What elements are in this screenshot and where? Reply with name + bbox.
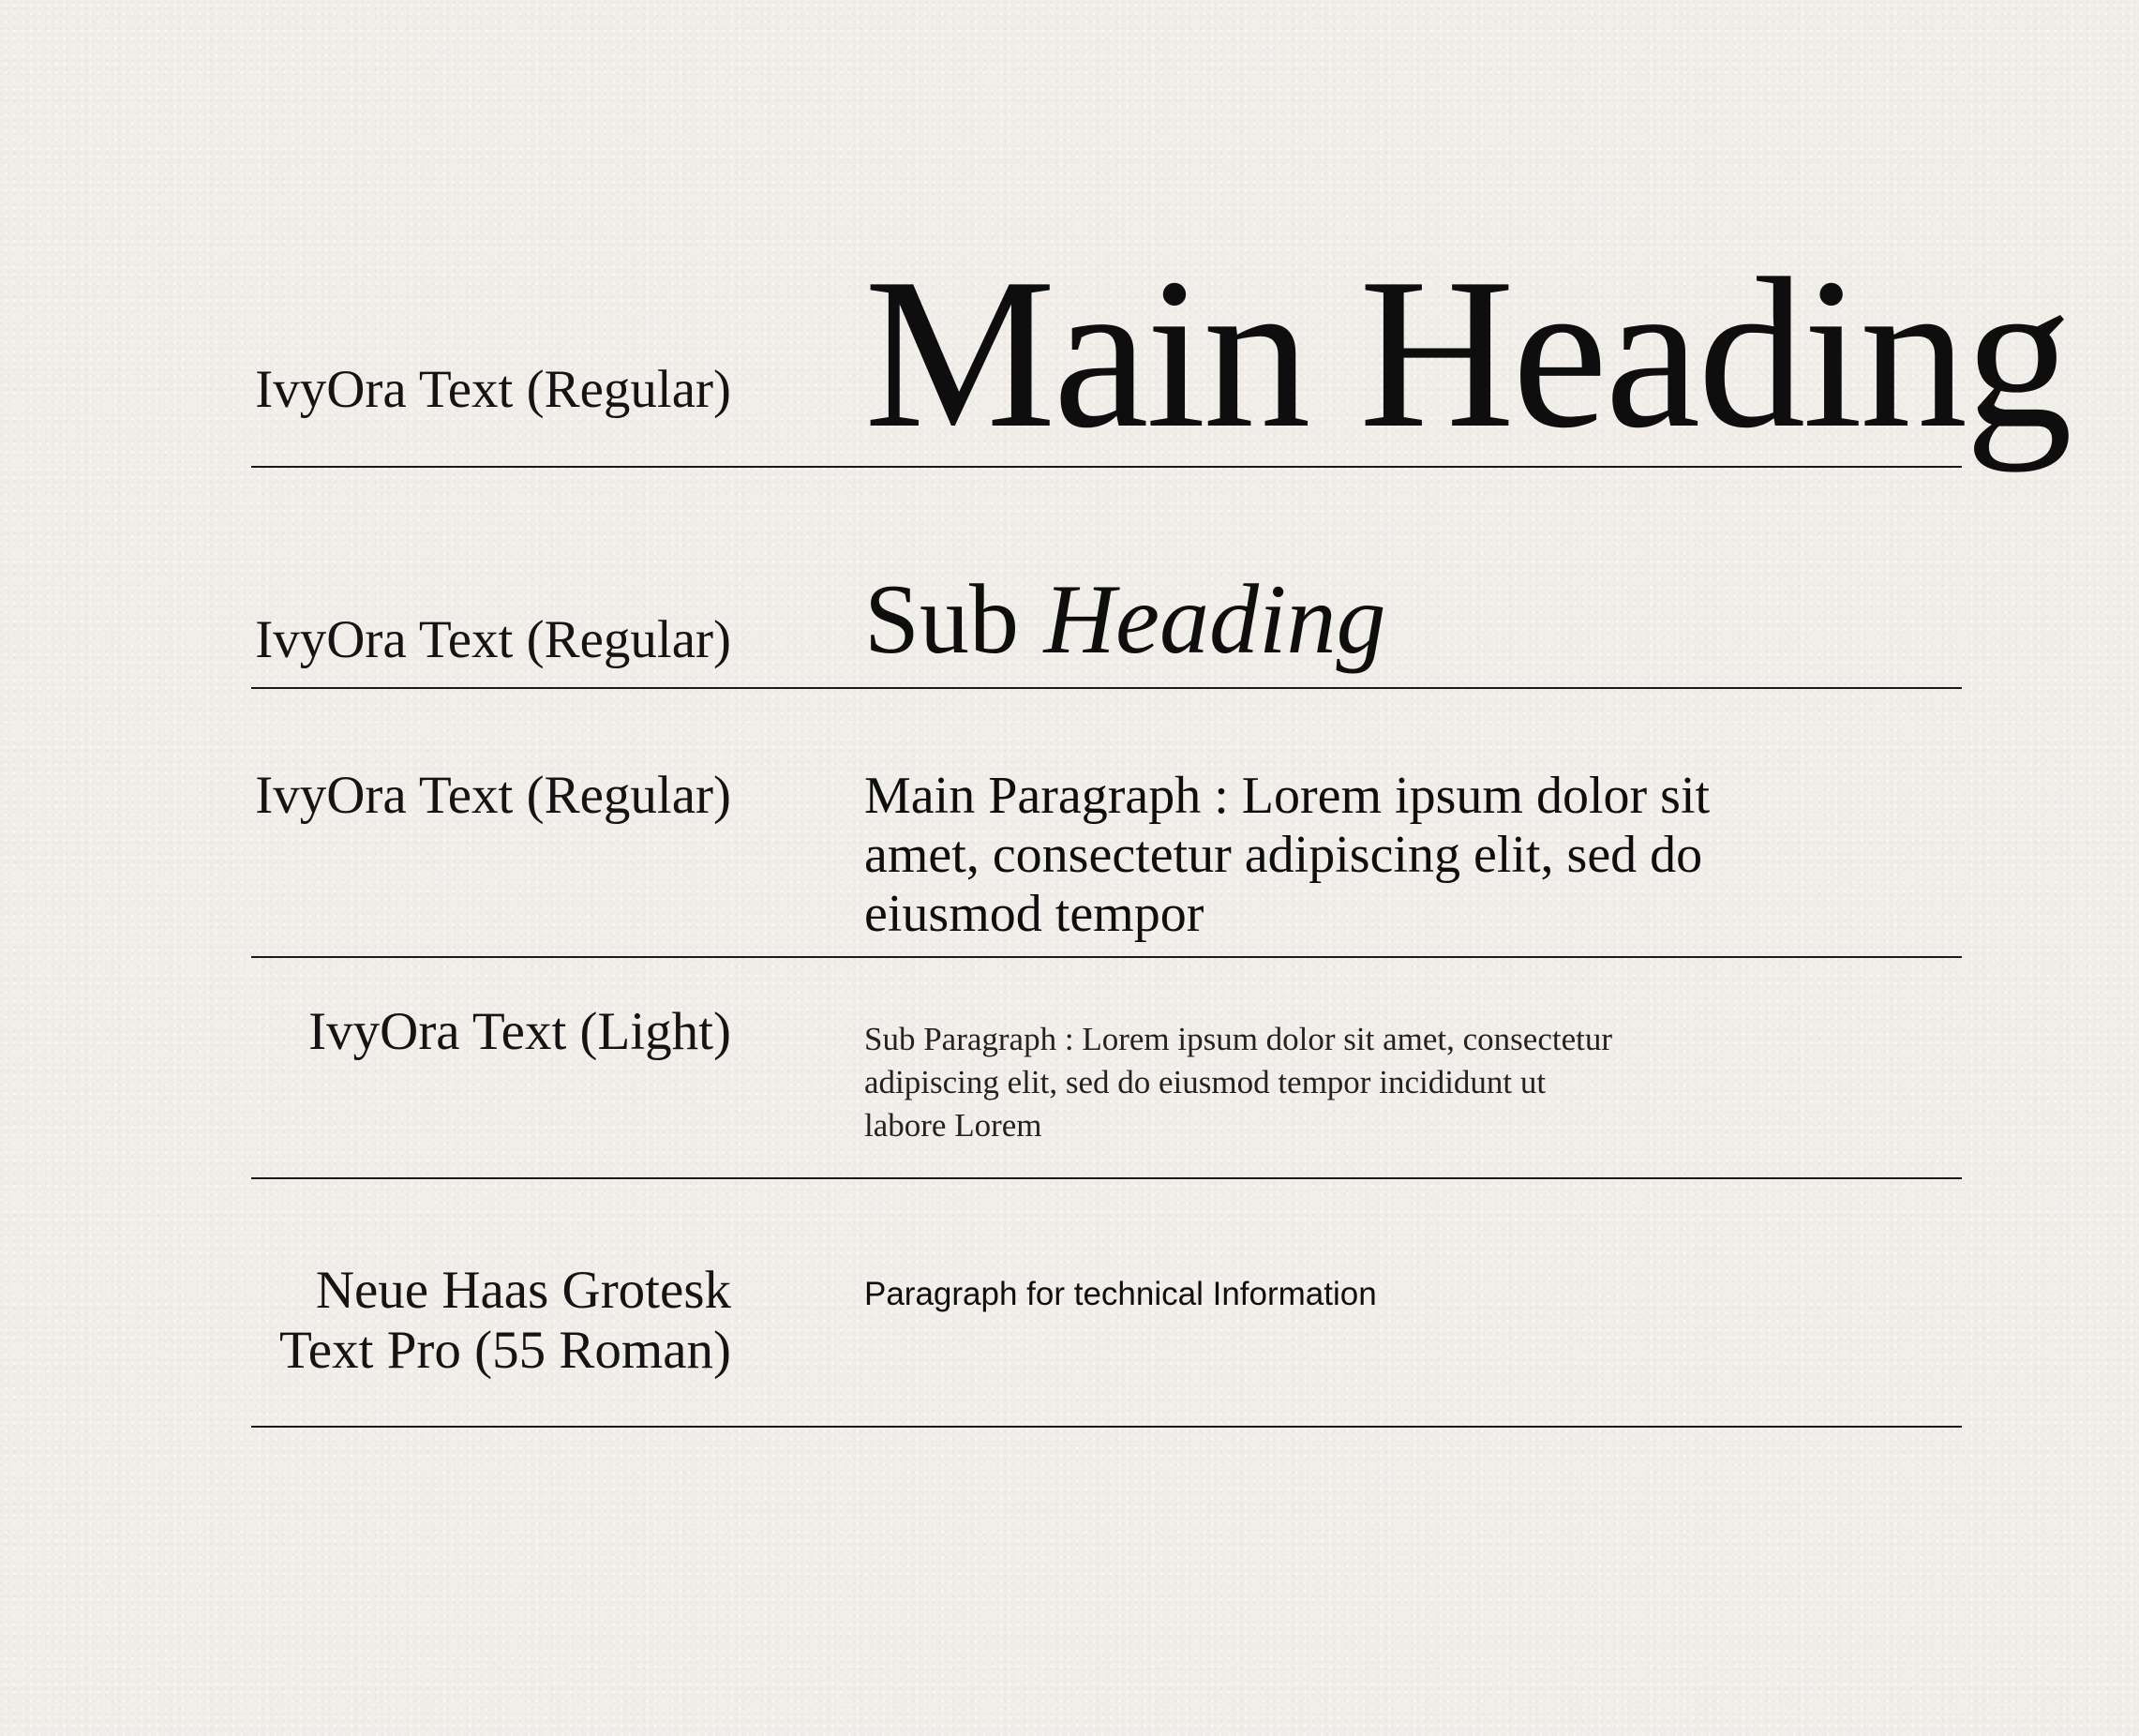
divider <box>251 466 1962 468</box>
font-label-sub-paragraph: IvyOra Text (Light) <box>308 1002 731 1061</box>
font-label-main-heading: IvyOra Text (Regular) <box>255 360 731 419</box>
main-heading-sample: Main Heading <box>864 233 2071 472</box>
divider <box>251 687 1962 689</box>
font-label-technical-line2: Text Pro (55 Roman) <box>278 1321 731 1380</box>
sub-heading-sample <box>864 564 1386 674</box>
divider <box>251 956 1962 958</box>
technical-paragraph-sample: Paragraph for technical Information <box>864 1276 1377 1312</box>
divider <box>251 1426 1962 1428</box>
font-label-technical <box>279 1261 731 1381</box>
divider <box>251 1177 1962 1179</box>
font-label-sub-heading: IvyOra Text (Regular) <box>255 610 731 669</box>
sub-heading-plain: Sub <box>864 564 1019 674</box>
font-label-technical-line1: Neue Haas Grotesk <box>315 1261 731 1320</box>
main-paragraph-sample: Main Paragraph : Lorem ipsum dolor sit amet, consectetur adipiscing elit, sed do eiusmod tempor <box>864 767 1711 943</box>
sub-heading-italic: Heading <box>1043 564 1386 674</box>
sub-paragraph-sample: Sub Paragraph : Lorem ipsum dolor sit amet, consectetur adipiscing elit, sed do eiusmod tempor incididunt ut labore Lorem <box>864 1021 1613 1144</box>
font-label-main-paragraph: IvyOra Text (Regular) <box>255 766 731 825</box>
